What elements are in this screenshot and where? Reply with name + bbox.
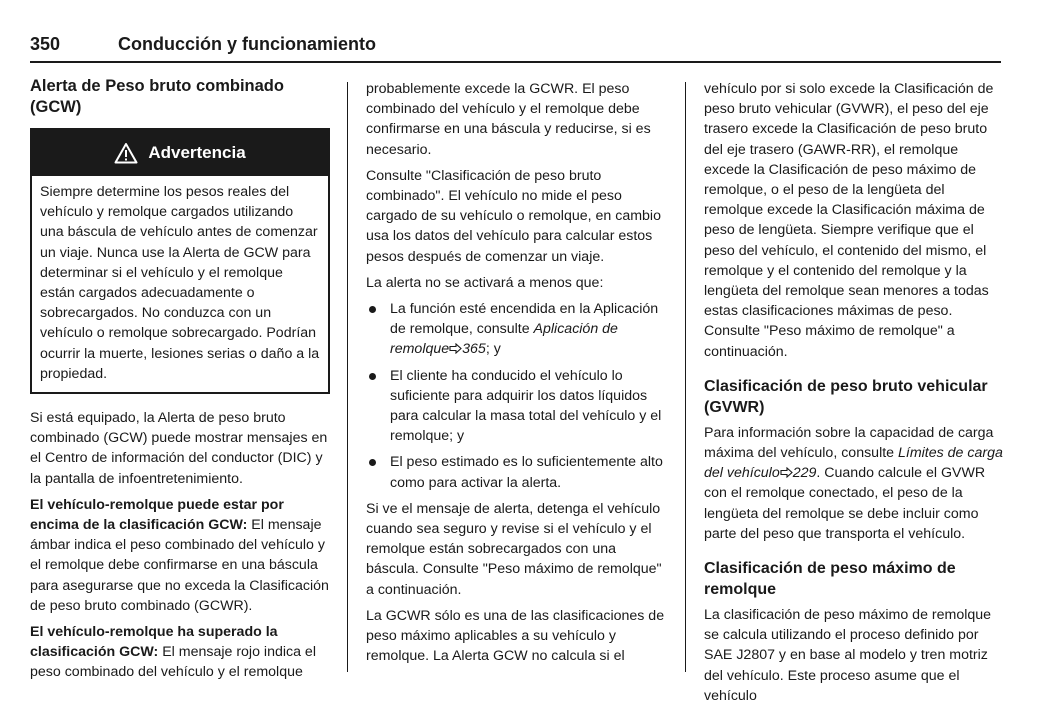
column-divider (685, 82, 686, 672)
cross-reference-link[interactable]: Aplicación de remolque (390, 321, 618, 358)
cross-reference-link[interactable]: Límites de carga del vehículo (704, 445, 1003, 482)
max-trailer-weight-heading: Clasificación de peso máximo de remolque (704, 560, 956, 599)
paragraph: La GCWR sólo es una de las clasificaciones de peso máximo aplicables a su vehículo y remolque. La Alerta GCW no calcula si el (366, 607, 665, 665)
column-1 (30, 76, 330, 689)
warning-triangle-icon (114, 142, 138, 164)
bullet-icon (369, 306, 376, 313)
warning-title: Advertencia (148, 142, 246, 162)
column-divider (347, 82, 348, 672)
paragraph: probablemente excede la GCWR. El peso combinado del vehículo y el remolque debe confirmarse en una báscula y reducirse, si es necesario. (366, 81, 651, 158)
gcw-alert-heading: Alerta de Peso bruto combinado (GCW) (30, 77, 284, 116)
page-reference[interactable]: 365 (462, 341, 486, 358)
page-reference[interactable]: 229 (792, 465, 817, 482)
paragraph: Si ve el mensaje de alerta, detenga el vehículo cuando sea seguro y revise si el vehículo y el remolque están sobrecargados con una báscula. Consulte "Peso máximo de remolque" a continuación. (366, 500, 662, 598)
bold-lead: El vehículo-remolque puede estar por encima de la clasificación GCW: (30, 496, 284, 534)
warning-text: Siempre determine los pesos reales del vehículo y remolque cargados utilizando una báscula de vehículo antes de comenzar un viaje. Nunca use la Alerta de GCW para determinar si el vehículo y el remolque están cargados adecuadamente o sobrecargados. No conduzca con un vehículo o remolque sobrecargado. Podrían ocurrir la muerte, lesiones serias o daño a la propiedad. (40, 184, 320, 382)
page-header (30, 31, 1001, 63)
paragraph: El vehículo-remolque ha superado la clasificación GCW: El mensaje rojo indica el peso combinado del vehículo y el remolque (30, 624, 316, 681)
bullet-icon (369, 373, 376, 380)
paragraph: La clasificación de peso máximo de remolque se calcula utilizando el proceso definido por SAE J2807 y en base al modelo y tren motriz del vehículo. Este proceso asume que el vehículo (704, 607, 992, 704)
bold-lead: El vehículo-remolque ha superado la clasificación GCW: (30, 624, 278, 661)
paragraph: La alerta no se activará a menos que: (366, 274, 604, 291)
bullet-icon (369, 459, 376, 466)
page-number: 350 (30, 34, 61, 54)
column-3 (704, 79, 1004, 712)
column-2 (366, 79, 666, 672)
conditions-list (366, 299, 666, 493)
warning-header (32, 130, 328, 176)
gvwr-heading: Clasificación de peso bruto vehicular (GVWR) (704, 377, 988, 416)
paragraph: vehículo por si solo excede la Clasificación de peso bruto vehicular (GVWR), el peso del eje trasero excede la Clasificación de peso bruto del eje trasero (GAWR-RR), el remolque excede la Clasificación de peso máximo de remolque, o el peso de la lengüeta del remolque excede la Clasificación máxima de peso de lengüeta. Siempre verifique que el peso del vehículo, el contenido del mismo, el remolque y el contenido del remolque y la lengüeta del remolque sean menores a todas estas clasificaciones máximas de peso. Consulte "Peso máximo de remolque" a continuación. (704, 81, 994, 360)
list-item: El cliente ha conducido el vehículo lo suficiente para adquirir los datos líquidos para calcular la masa total del vehículo y el remolque; y (366, 366, 666, 447)
page-reference-arrow-icon (449, 343, 462, 354)
list-item: El peso estimado es lo suficientemente alto como para activar la alerta. (366, 452, 666, 492)
warning-box (30, 128, 330, 394)
page-reference-arrow-icon (780, 467, 793, 478)
paragraph: Consulte "Clasificación de peso bruto combinado". El vehículo no mide el peso cargado de su vehículo o remolque, en cambio usa los datos del vehículo para calcular estos pesos después de comenzar un viaje. (366, 167, 661, 265)
paragraph: El vehículo-remolque puede estar por encima de la clasificación GCW: El mensaje ámbar indica el peso combinado del vehículo y el remolque debe confirmarse en una báscula para asegurarse que no exceda la Clasificación de peso bruto combinado (GCWR). (30, 496, 329, 614)
section-title: Conducción y funcionamiento (118, 34, 377, 54)
list-item: La función esté encendida en la Aplicación de remolque, consulte Aplicación de remolque 365; y (366, 299, 666, 360)
paragraph: Si está equipado, la Alerta de peso bruto combinado (GCW) puede mostrar mensajes en el Centro de información del conductor (DIC) y la pantalla de infoentretenimiento. (30, 410, 328, 487)
paragraph: Para información sobre la capacidad de carga máxima del vehículo, consulte Límites de carga del vehículo 229. Cuando calcule el GVWR con el remolque conectado, el peso de la lengüeta del remolque se debe incluir como parte del peso que transporta el vehículo. (704, 424, 1003, 542)
